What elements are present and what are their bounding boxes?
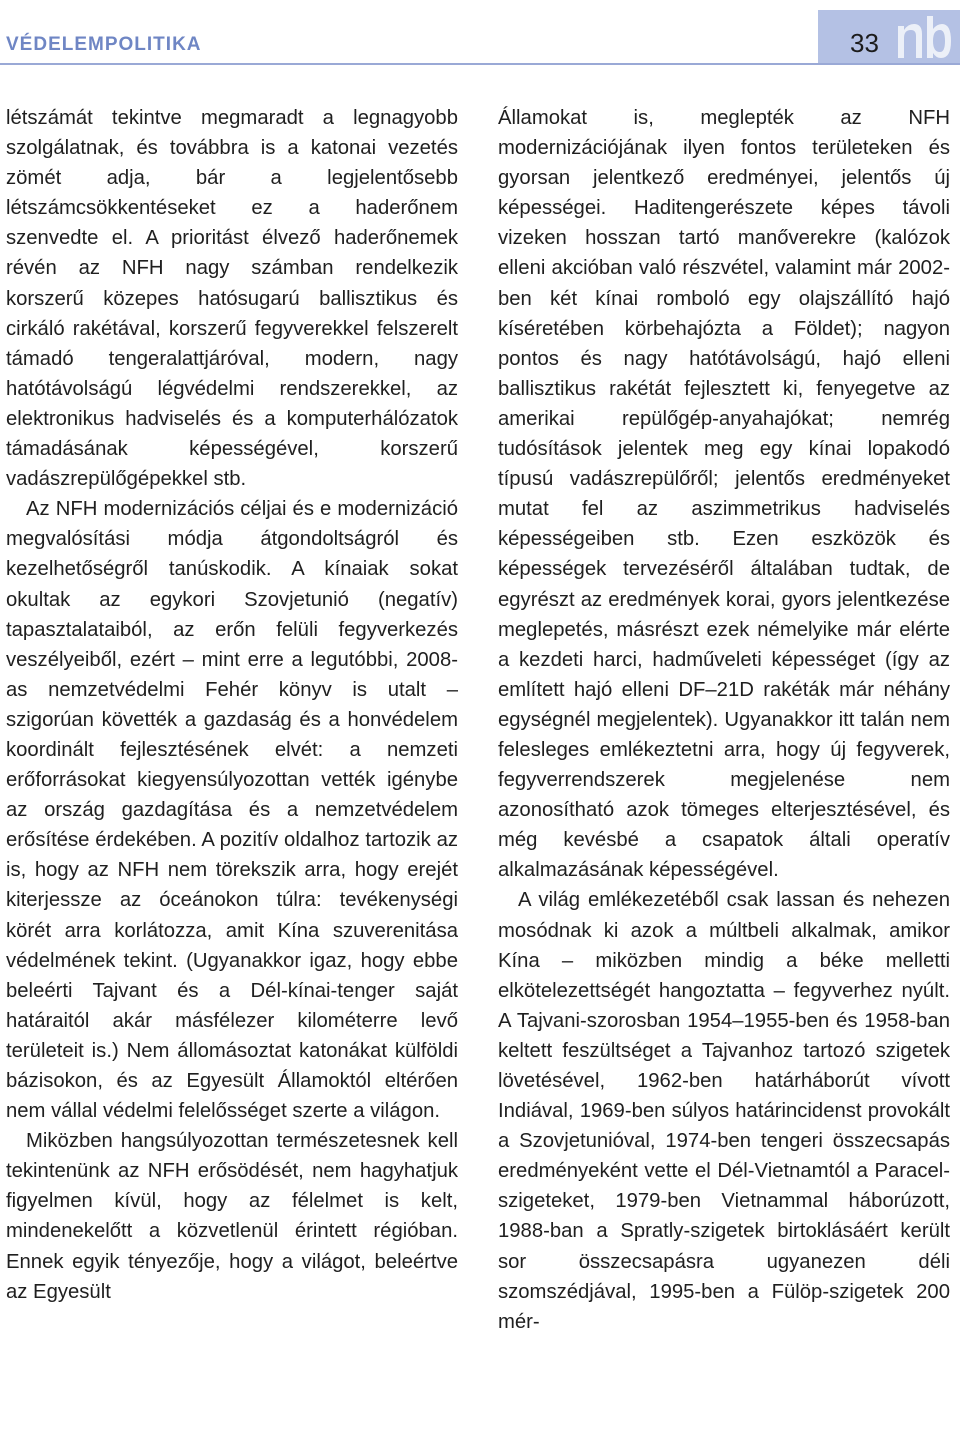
right-column: [498, 103, 950, 1337]
section-title: VÉDELEMPOLITIKA: [6, 34, 202, 55]
paragraph: létszámát tekintve megmaradt a legnagyobb szolgálatnak, és továbbra is a katonai vezetés zömét adja, bár a legjelentősebb létszámcsökkentéseket ez a haderőnem szenvedte el. A prioritást élvező haderőnemek révén az NFH nagy számban rendelkezik korszerű közepes hatósugarú ballisztikus és cirkáló rakétával, korszerű fegyverekkel felszerelt támadó tengeralattjáróval, modern, nagy hatótávolságú légvédelmi rendszerekkel, az elektronikus hadviselés és a komputerhálózatok támadásának képességével, korszerű vadászrepülőgépekkel stb.: [6, 107, 458, 491]
paragraph: Miközben hangsúlyozottan természetesnek kell tekintenünk az NFH erősödését, nem hagyhatjuk figyelmen kívül, hogy az félelmet is kelt, mindenekelőtt a közvetlenül érintett régióban. Ennek egyik tényezője, hogy a világot, beleértve az Egyesült: [6, 1130, 458, 1303]
page-header: [0, 0, 960, 70]
paragraph: Az NFH modernizációs céljai és e modernizáció megvalósítási módja átgondoltságról és kezelhetőségről tanúskodik. A kínaiak sokat okultak az egykori Szovjetunió (negatív) tapasztalataiból, az erőn felüli fegyverkezés veszélyeiből, ezért – mint erre a legutóbbi, 2008-as nemzetvédelmi Fehér könyv is utalt – szigorúan követték a gazdaság és a honvédelem koordinált fejlesztésének elvét: a nemzeti erőforrásokat kiegyensúlyozottan vették igénybe az ország gazdagítása és a nemzetvédelem erősítése érdekében. A pozitív oldalhoz tartozik az is, hogy az NFH nem törekszik arra, hogy erejét kiterjessze az óceánokon túlra: tevékenységi körét arra korlátozza, amit Kína szuverenitása védelmének tekint. (Ugyanakkor igaz, hogy ebbe beleérti Tajvant és a Dél-kínai-tenger saját határaitól akár másfélezer kilométerre levő területeit is.) Nem állomásoztat katonákat külföldi bázisokon, és az Egyesült Államoktól eltérően nem vállal védelmi felelősséget szerte a világon.: [6, 498, 458, 1123]
paragraph: Államokat is, meglepték az NFH modernizációjának ilyen fontos területeken és gyorsan jelentkező eredményei, jelentős új képességei. Haditengerészete képes távoli vizeken hosszan tartó manőverekre (kalózok elleni akcióban való részvétel, valamint már 2002-ben két kínai romboló egy olajszállító hajó kíséretében körbehajózta a Földet); nagyon pontos és nagy hatótávolságú, hajó elleni ballisztikus rakétát fejlesztett ki, fenyegetve az amerikai repülőgép-anyahajókat; nemrég tudósítások jelentek meg egy kínai lopakodó típusú vadászrepülőről; jelentős eredményeket mutat fel az aszimmetrikus hadviselés képességeiben stb. Ezen eszközök és képességek tervezéséről általában tudtak, de egyrészt az eredmények korai, gyors jelentkezése meglepetés, másrészt ezek némelyike már elérte a kezdeti harci, hadműveleti képességet (így az említett hajó elleni DF–21D rakéták már néhány egységnél megjelentek). Ugyanakkor itt talán nem felesleges emlékeztetni arra, hogy új fegyverek, fegyverrendszerek megjelenése nem azonosítható azok tömeges elterjesztésével, és még kevésbé a csapatok általi operatív alkalmazásának képességével.: [498, 107, 950, 882]
header-divider: [0, 63, 960, 65]
page-number: 33: [850, 28, 879, 58]
left-column: [6, 103, 458, 1307]
nb-logo-icon: [894, 12, 954, 62]
paragraph: A világ emlékezetéből csak lassan és nehezen mosódnak ki azok a múltbeli alkalmak, amikor Kína – miközben mindig a béke melletti elkötelezettségét hangoztatta – fegyverhez nyúlt. A Tajvani-szorosban 1954–1955-ben és 1958-ban keltett feszültséget a Tajvanhoz tartozó szigetek lövetésével, 1962-ben határháborút vívott Indiával, 1969-ben súlyos határincidenst provokált a Szovjetunióval, 1974-ben tengeri összecsapás eredményeként vette el Dél-Vietnamtól a Paracel-szigeteket, 1979-ben Vietnammal háborúzott, 1988-ban a Spratly-szigetek birtoklásáért került sor összecsapásra ugyanezen déli szomszédjával, 1995-ben a Fülöp-szigetek 200 mér-: [498, 889, 950, 1333]
